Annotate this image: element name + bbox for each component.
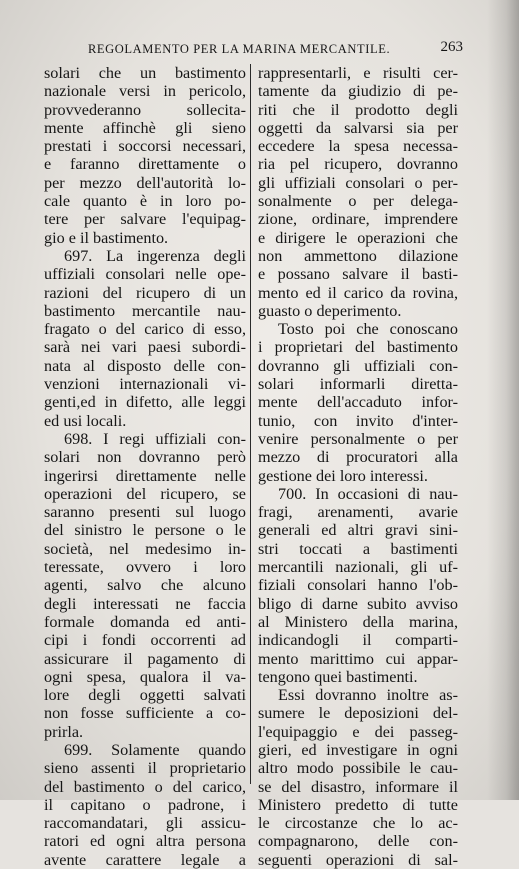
text-line: fiziali consolari hanno l'ob- (258, 576, 458, 595)
text-line: venire personalmente o per (258, 429, 458, 448)
text-line: bligo di darne subito avviso (258, 594, 458, 613)
text-line: per mezzo dell'autorità lo- (44, 173, 246, 192)
text-line: tamente da giudizio di pe- (258, 82, 458, 101)
text-line: sieno assenti il proprietario (44, 759, 246, 778)
text-line: tengono quei bastimenti. (258, 667, 418, 686)
text-line: agenti, salvo che alcuno (44, 576, 246, 595)
text-line: non ammettono dilazione (258, 246, 458, 265)
text-line: operazioni del ricupero, se (44, 484, 246, 503)
text-line: prirla. (44, 722, 84, 741)
text-line: mezzo di procuratori alla (258, 448, 458, 467)
text-line: rappresentarli, e risulti cer- (258, 64, 458, 82)
text-line: lore degli oggetti salvati (44, 686, 246, 705)
text-line: avente carattere legale a (44, 850, 246, 869)
text-line: il capitano o padrone, i (44, 795, 246, 814)
text-line: formale domanda ed anti- (44, 612, 246, 631)
text-line: razioni del ricupero di un (44, 283, 246, 302)
text-line: generali ed altri gravi sini- (258, 521, 458, 540)
text-line: mento marittimo cui appar- (258, 649, 458, 668)
text-line: compagnarono, delle con- (258, 832, 458, 851)
text-line: bastimento mercantile nau- (44, 301, 246, 320)
text-line: 697. La ingerenza degli (64, 246, 246, 265)
text-line: del bastimento o del carico, (44, 777, 246, 796)
text-line: 698. I regi uffiziali con- (64, 429, 246, 448)
text-line: seguenti operazioni di sal- (258, 850, 458, 869)
text-line: solari informarli diretta- (258, 375, 458, 394)
text-line: solari non dovranno però (44, 448, 246, 467)
text-line: ogni spesa, qualora il va- (44, 667, 246, 686)
text-line: se del disastro, informare il (258, 777, 458, 796)
column-divider (250, 64, 251, 784)
text-line: cale quanto è in loro po- (44, 192, 246, 211)
text-line: gestione dei loro interessi. (258, 466, 428, 485)
text-line: Ministero predetto di tutte (258, 795, 458, 814)
text-line: 699. Solamente quando (64, 740, 246, 759)
text-line: del sinistro le persone o le (44, 521, 246, 540)
text-line: e dirigere le operazioni che (258, 228, 458, 247)
text-line: ria pel ricupero, dovranno (258, 155, 458, 174)
text-line: venzioni internazionali vi- (44, 375, 246, 394)
text-line: sonalmente o per delega- (258, 192, 458, 211)
running-title: REGOLAMENTO PER LA MARINA MERCANTILE. (88, 42, 391, 56)
text-line: degli interessati ne faccia (44, 594, 246, 613)
text-line: ingerirsi direttamente nelle (44, 466, 246, 485)
text-line: gli uffiziali consolari o per- (258, 173, 458, 192)
text-line: riti che il prodotto degli (258, 100, 458, 119)
text-line: società, nel medesimo in- (44, 539, 246, 558)
text-line: indicandogli il comparti- (258, 631, 458, 650)
text-line: e possano salvare il basti- (258, 265, 458, 284)
text-line: tunio, con invito d'inter- (258, 411, 458, 430)
text-line: tere per salvare l'equipag- (44, 210, 246, 229)
page-number: 263 (440, 39, 463, 55)
text-line: mente dell'accaduto infor- (258, 393, 458, 412)
page-edge-shadow (487, 0, 519, 800)
text-line: gio e il bastimento. (44, 228, 169, 247)
text-line: sarà nei vari paesi subordi- (44, 338, 246, 357)
text-line: cipi i fondi occorrenti ad (44, 631, 246, 650)
right-column (258, 64, 458, 869)
text-line: mente affinchè gli sieno (44, 118, 246, 137)
text-line: provvederanno sollecita- (44, 100, 246, 119)
text-line: l'equipaggio e dei passeg- (258, 722, 458, 741)
text-line: prestati i soccorsi necessari, (44, 137, 246, 156)
text-line: guasto o deperimento. (258, 301, 402, 320)
text-line: ratori ed ogni altra persona (44, 832, 246, 851)
text-line: mercantili nazionali, gli uf- (258, 558, 458, 577)
text-line: nata al disposto delle con- (44, 356, 246, 375)
text-line: assicurare il pagamento di (44, 649, 246, 668)
text-line: saranno presenti sul luogo (44, 503, 246, 522)
text-line: solari che un bastimento (44, 64, 246, 82)
text-line: Essi dovranno inoltre as- (278, 686, 458, 705)
left-column (44, 64, 246, 869)
text-line: Tosto poi che conoscano (278, 320, 458, 339)
text-line: 700. In occasioni di nau- (278, 484, 458, 503)
text-line: fragato o del carico di esso, (44, 320, 246, 339)
text-line: teressate, ovvero i loro (44, 558, 246, 577)
text-line: eccedere la spesa necessa- (258, 137, 458, 156)
text-line: i proprietari del bastimento (258, 338, 458, 357)
text-line: gieri, ed investigare in ogni (258, 740, 458, 759)
running-header (88, 40, 463, 60)
text-line: ed usi locali. (44, 411, 127, 430)
text-line: le circostanze che lo ac- (258, 814, 458, 833)
text-line: genti,ed in difetto, alle leggi (44, 393, 246, 412)
text-line: fragi, arenamenti, avarie (258, 503, 458, 522)
text-line: uffiziali consolari nelle ope- (44, 265, 246, 284)
text-line: oggetti da salvarsi sia per (258, 118, 458, 137)
text-line: sumere le deposizioni del- (258, 704, 458, 723)
text-line: altro modo possibile le cau- (258, 759, 458, 778)
text-line: nazionale versi in pericolo, (44, 82, 246, 101)
text-line: al Ministero della marina, (258, 612, 458, 631)
text-line: stri toccati a bastimenti (258, 539, 458, 558)
text-line: raccomandatari, gli assicu- (44, 814, 246, 833)
text-line: mento ed il carico da rovina, (258, 283, 458, 302)
text-line: non fosse sufficiente a co- (44, 704, 246, 723)
text-line: zione, ordinare, imprendere (258, 210, 458, 229)
text-line: e faranno direttamente o (44, 155, 246, 174)
text-line: dovranno gli uffiziali con- (258, 356, 458, 375)
